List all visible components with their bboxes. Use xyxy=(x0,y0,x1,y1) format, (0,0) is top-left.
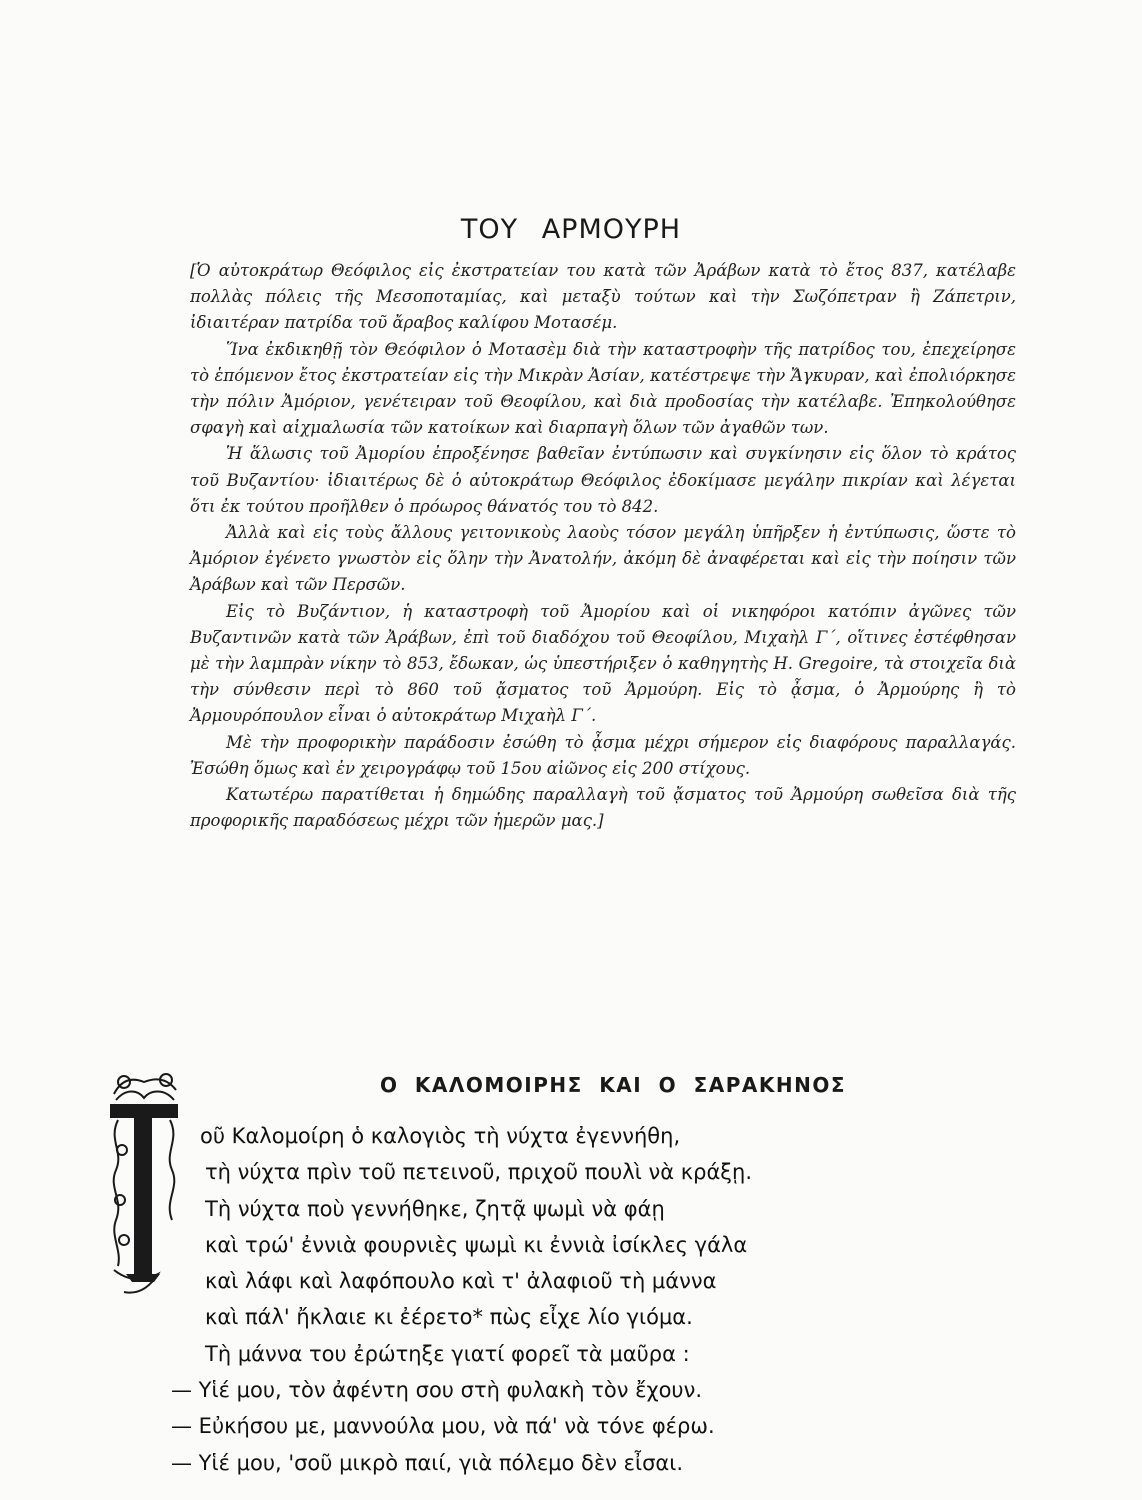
poem xyxy=(0,1118,1142,1481)
poem-line: — Υἱέ μου, τὸν ἀφέντη σου στὴ φυλακὴ τὸν ἔχουν. xyxy=(171,1378,702,1403)
intro-paragraph: [Ὁ αὐτοκράτωρ Θεόφιλος εἰς ἐκστρατείαν του κατὰ τῶν Ἀράβων κατὰ τὸ ἔτος 837, κατέλαβε πολλὰς πόλεις τῆς Μεσοποταμίας, καὶ μεταξὺ τούτων καὶ τὴν Σωζόπετραν ἢ Ζάπετριν, ἰδιαιτέραν πατρίδα τοῦ ἄραβος καλίφου Μοτασέμ. xyxy=(190,261,1016,333)
intro-paragraph: Κατωτέρω παρατίθεται ἡ δημώδης παραλλαγὴ τοῦ ᾄσματος τοῦ Ἀρμούρη σωθεῖσα διὰ τῆς προφορικῆς παραδόσεως μέχρι τῶν ἡμερῶν μας.] xyxy=(190,785,1016,831)
poem-line: καὶ τρώ' ἐννιὰ φουρνιὲς ψωμὶ κι ἐννιὰ ἰσίκλες γάλα xyxy=(205,1232,748,1257)
poem-title: Ο ΚΑΛΟΜΟΙΡΗΣ ΚΑΙ Ο ΣΑΡΑΚΗΝΟΣ xyxy=(379,1072,847,1097)
poem-line: καὶ λάφι καὶ λαφόπουλο καὶ τ' ἀλαφιοῦ τὴ μάννα xyxy=(205,1269,717,1294)
poem-line: Τὴ νύχτα ποὺ γεννήθηκε, ζητᾷ ψωμὶ νὰ φάῃ xyxy=(205,1196,665,1221)
poem-line: — Υἱέ μου, 'σοῦ μικρὸ παιί, γιὰ πόλεμο δὲν εἶσαι. xyxy=(171,1450,684,1475)
intro-text xyxy=(190,258,1016,834)
intro-paragraph: Εἰς τὸ Βυζάντιον, ἡ καταστροφὴ τοῦ Ἀμορίου καὶ οἱ νικηφόροι κατόπιν ἀγῶνες τῶν Βυζαντινῶν κατὰ τῶν Ἀράβων, ἐπὶ τοῦ διαδόχου τοῦ Θεοφίλου, Μιχαὴλ Γ΄, οἵτινες ἐστέφθησαν μὲ τὴν λαμπρὰν νίκην τὸ 853, ἔδωκαν, ὡς ὑπεστήριξεν ὁ καθηγητὴς H. Gregoire, τὰ στοιχεῖα διὰ τὴν σύνθεσιν περὶ τὸ 860 τοῦ ᾄσματος τοῦ Ἀρμούρη. Εἰς τὸ ᾆσμα, ὁ Ἀρμούρης ἢ τὸ Ἀρμουρόπουλον εἶναι ὁ αὐτοκράτωρ Μιχαὴλ Γ΄. xyxy=(190,601,1016,726)
poem-line: — Εὐκήσου με, μαννούλα μου, νὰ πά' νὰ τόνε φέρω. xyxy=(171,1414,715,1439)
page-title: ΤΟΥ ΑΡΜΟΥΡΗ xyxy=(460,214,682,246)
poem-line: καὶ πάλ' ἤκλαιε κι ἐέρετο* πὼς εἶχε λίο γιόμα. xyxy=(205,1305,693,1330)
poem-line: Τὴ μάννα του ἐρώτηξε γιατί φορεῖ τὰ μαῦρα : xyxy=(205,1341,690,1366)
poem-line: οῦ Καλομοίρη ὁ καλογιὸς τὴ νύχτα ἐγεννήθη, xyxy=(200,1124,681,1148)
intro-paragraph: Μὲ τὴν προφορικὴν παράδοσιν ἐσώθη τὸ ᾆσμα μέχρι σήμερον εἰς διαφόρους παραλλαγάς. Ἐσώθη ὅμως καὶ ἐν χειρογράφῳ τοῦ 15ου αἰῶνος εἰς 200 στίχους. xyxy=(190,732,1016,778)
poem-line: τὴ νύχτα πρὶν τοῦ πετεινοῦ, πριχοῦ πουλὶ νὰ κράξῃ. xyxy=(205,1160,753,1185)
intro-paragraph: Ἀλλὰ καὶ εἰς τοὺς ἄλλους γειτονικοὺς λαοὺς τόσον μεγάλη ὑπῆρξεν ἡ ἐντύπωσις, ὥστε τὸ Ἀμόριον ἐγένετο γνωστὸν εἰς ὅλην τὴν Ἀνατολήν, ἀκόμη δὲ ἀναφέρεται καὶ εἰς τὴν ποίησιν τῶν Ἀράβων καὶ τῶν Περσῶν. xyxy=(190,523,1016,595)
intro-paragraph: Ἵνα ἐκδικηθῇ τὸν Θεόφιλον ὁ Μοτασὲμ διὰ τὴν καταστροφὴν τῆς πατρίδος του, ἐπεχείρησε τὸ ἑπόμενον ἔτος ἐκστρατείαν εἰς τὴν Μικρὰν Ἀσίαν, κατέστρεψε τὴν Ἄγκυραν, καὶ ἐπολιόρκησε τὴν πόλιν Ἀμόριον, γενέτειραν τοῦ Θεοφίλου, καὶ διὰ προδοσίας τὴν κατέλαβε. Ἐπηκολούθησε σφαγὴ καὶ αἰχμαλωσία τῶν κατοίκων καὶ διαρπαγὴ ὅλων τῶν ἀγαθῶν των. xyxy=(190,339,1016,438)
intro-paragraph: Ἡ ἅλωσις τοῦ Ἀμορίου ἐπροξένησε βαθεῖαν ἐντύπωσιν καὶ συγκίνησιν εἰς ὅλον τὸ κράτος τοῦ Βυζαντίου· ἰδιαιτέρως δὲ ὁ αὐτοκράτωρ Θεόφιλος ἐδοκίμασε μεγάλην πικρίαν καὶ λέγεται ὅτι ἐκ τούτου προῆλθεν ὁ πρόωρος θάνατός του τὸ 842. xyxy=(190,444,1016,516)
